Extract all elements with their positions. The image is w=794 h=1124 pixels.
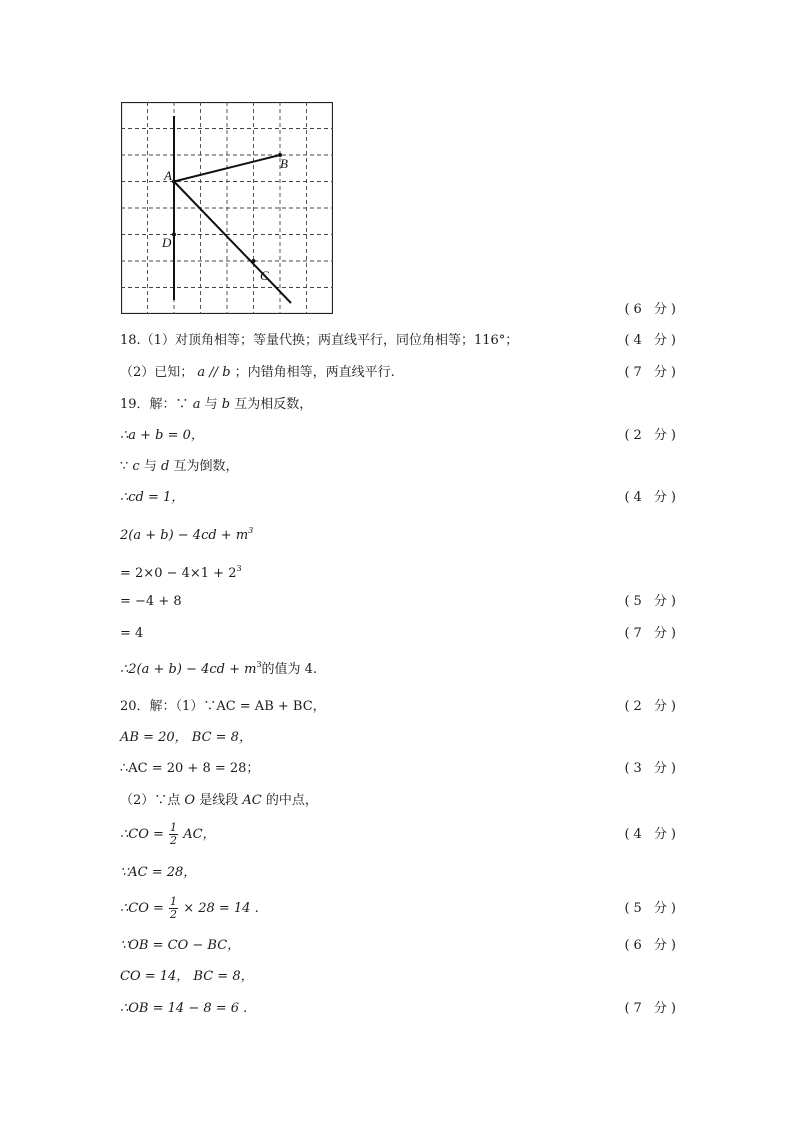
q19-l8-sup: 3 <box>256 660 262 669</box>
q19-intro-b: b <box>221 397 231 412</box>
q19-l4-text <box>120 526 253 546</box>
point-c <box>252 259 256 263</box>
q19-l5-sup: 3 <box>236 564 242 573</box>
q20-line-10 <box>120 999 680 1019</box>
q19-l2-mid: 与 <box>143 459 157 474</box>
score: (7 分) <box>624 365 680 380</box>
score: (3 分) <box>624 761 680 776</box>
geometry-grid-figure <box>121 102 333 314</box>
q18-part1-text: 18.（1）对顶角相等；等量代换；两直线平行，同位角相等；116°； <box>120 333 519 348</box>
score: (4 分) <box>624 333 680 348</box>
q20-l4-ac: AC <box>242 793 262 808</box>
fraction-numerator: 1 <box>170 895 178 908</box>
q19-intro-line <box>120 395 680 415</box>
q19-intro-post: 互为相反数， <box>234 397 313 412</box>
q20-l1-text: 20．解：（1）∵AC = AB + BC， <box>120 699 326 714</box>
q20-line-9 <box>120 967 680 987</box>
score: (4 分) <box>624 490 680 505</box>
q18-part1-line <box>120 331 680 351</box>
q19-l2-d: d <box>161 459 170 474</box>
q18-part2-pre: （2）已知； <box>120 365 194 380</box>
q20-l4-o: O <box>184 793 196 808</box>
q20-line-5 <box>120 820 680 850</box>
fraction-denominator: 2 <box>170 908 178 921</box>
q19-l6-text: = −4 + 8 <box>120 594 182 609</box>
q20-l4-mid: 是线段 <box>199 793 239 808</box>
label-b: B <box>280 156 288 171</box>
q20-line-2 <box>120 728 680 748</box>
q20-l4-post: 的中点， <box>265 793 318 808</box>
grid-lines <box>121 102 333 314</box>
q20-l4-pre: （2）∵点 <box>120 793 181 808</box>
point-a <box>172 180 176 184</box>
q19-l2-post: 互为倒数， <box>173 459 239 474</box>
q19-line-4 <box>120 526 680 546</box>
fraction-one-half <box>169 896 178 921</box>
q20-line-1 <box>120 697 680 717</box>
fraction-numerator: 1 <box>170 821 178 834</box>
q19-l4-expr: 2(a + b) − 4cd + m <box>120 528 249 543</box>
q19-l5-expr: = 2×0 − 4×1 + 2 <box>120 566 237 581</box>
q20-l4-text <box>120 791 318 811</box>
q19-l2-text <box>120 457 238 477</box>
q19-l4-sup: 3 <box>248 526 254 535</box>
q19-line-5 <box>120 564 680 584</box>
score: (2 分) <box>624 428 680 443</box>
score: (4 分) <box>624 827 680 842</box>
q19-line-3 <box>120 488 680 508</box>
q19-l7-text: = 4 <box>120 626 144 641</box>
q19-l5-text <box>120 564 242 584</box>
q20-line-4 <box>120 791 680 811</box>
q19-l1-text: ∴a + b = 0， <box>120 428 204 443</box>
q20-l3-text: ∴AC = 20 + 8 = 28； <box>120 761 260 776</box>
q20-line-7 <box>120 894 680 924</box>
q19-intro-mid: 与 <box>204 397 218 412</box>
label-c: C <box>260 268 269 283</box>
q20-line-6 <box>120 863 680 883</box>
label-d: D <box>162 235 172 250</box>
score: (7 分) <box>624 626 680 641</box>
q20-l8-text: ∵OB = CO − BC， <box>120 938 241 953</box>
q20-l2-text: AB = 20， BC = 8， <box>120 730 252 745</box>
ray-ac <box>174 182 291 304</box>
q19-l8-expr: ∴2(a + b) − 4cd + m <box>120 662 257 677</box>
q19-l8-post: 的值为 4. <box>261 662 318 677</box>
q20-l9-text: CO = 14， BC = 8， <box>120 969 254 984</box>
q18-part2-post: ；内错角相等，两直线平行. <box>234 365 395 380</box>
q20-l5-pre: ∴CO = <box>120 827 164 842</box>
q19-line-8 <box>120 660 680 680</box>
fraction-denominator: 2 <box>170 834 178 847</box>
point-d <box>172 233 176 237</box>
q18-part2-math: a // b <box>197 365 231 380</box>
q19-l3-text: ∴cd = 1， <box>120 490 185 505</box>
q20-l7-pre: ∴CO = <box>120 901 164 916</box>
fraction-one-half <box>169 822 178 847</box>
q20-l7-post: × 28 = 14 . <box>183 901 259 916</box>
score: (5 分) <box>624 594 680 609</box>
score: (5 分) <box>624 901 680 916</box>
q19-intro-a: a <box>192 397 201 412</box>
q19-intro-pre: 19．解：∵ <box>120 397 189 412</box>
q19-line-6 <box>120 592 680 612</box>
q20-line-8 <box>120 936 680 956</box>
figure-score-line <box>120 300 680 320</box>
q19-l2-c: c <box>132 459 140 474</box>
score: (7 分) <box>624 1001 680 1016</box>
q19-line-2 <box>120 457 680 477</box>
q20-l6-text: ∵AC = 28， <box>120 865 197 880</box>
q18-part2-line <box>120 363 680 383</box>
score: (6 分) <box>624 302 680 317</box>
q19-intro-text <box>120 395 312 415</box>
q20-l10-text: ∴OB = 14 − 8 = 6 . <box>120 1001 248 1016</box>
label-a: A <box>164 168 172 183</box>
score: (2 分) <box>624 699 680 714</box>
q19-line-1 <box>120 426 680 446</box>
q18-part2-text <box>120 363 395 383</box>
q19-l2-pre: ∵ <box>120 459 129 474</box>
q20-line-3 <box>120 759 680 779</box>
q19-line-7 <box>120 624 680 644</box>
q19-l8-text <box>120 660 317 680</box>
q20-l5-post: AC， <box>183 827 216 842</box>
q20-l7-text <box>120 894 259 924</box>
q20-l5-text <box>120 820 216 850</box>
score: (6 分) <box>624 938 680 953</box>
